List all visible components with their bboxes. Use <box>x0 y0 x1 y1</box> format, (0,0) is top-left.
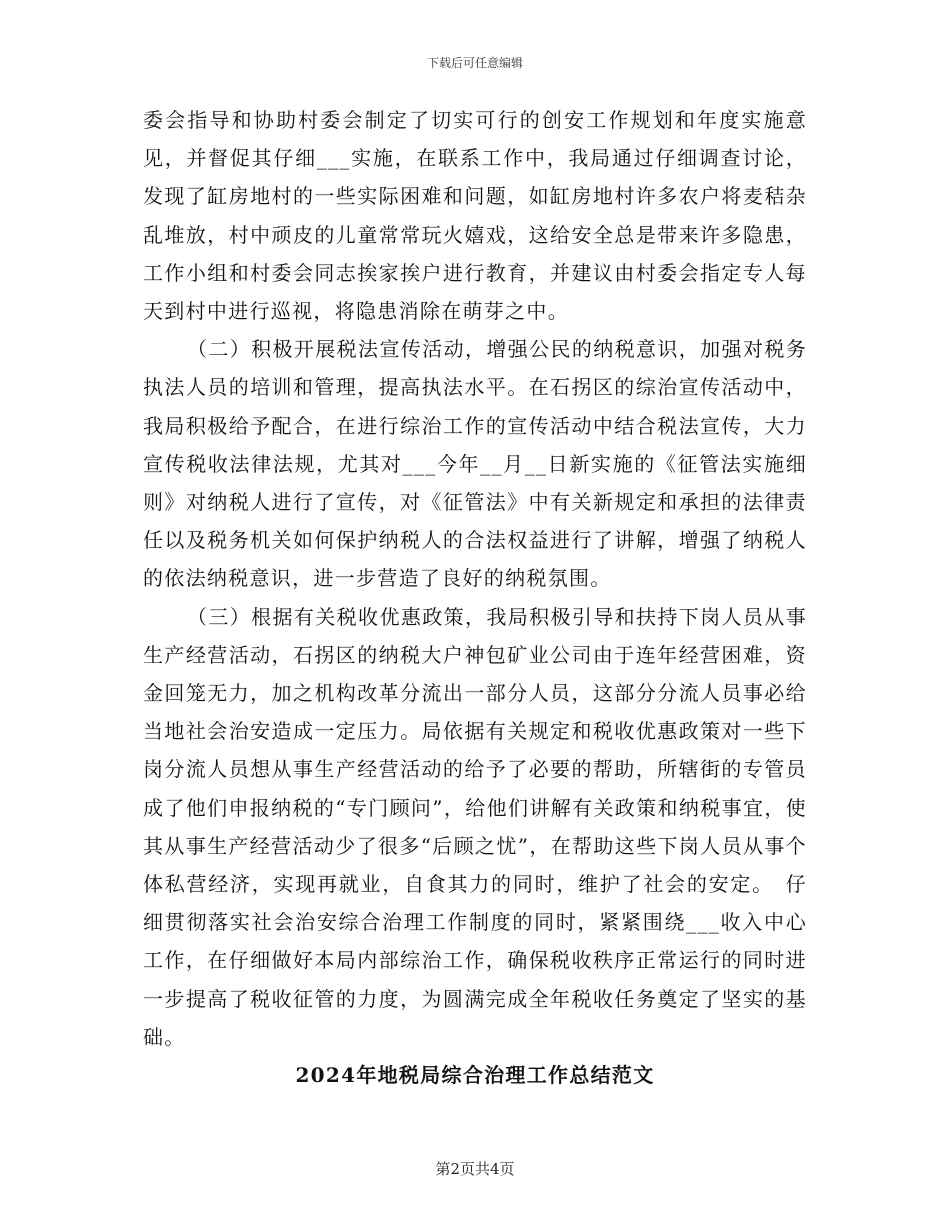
section-title: 2024年地税局综合治理工作总结范文 <box>295 1063 655 1088</box>
paragraph-continuation: 委会指导和协助村委会制定了切实可行的创安工作规划和年度实施意见，并督促其仔细___实施，在联系工作中，我局通过仔细调查讨论，发现了缸房地村的一些实际困难和问题，如缸房地村许多农户将麦秸杂乱堆放，村中顽皮的儿童常常玩火嬉戏，这给安全总是带来许多隐患，工作小组和村委会同志挨家挨户进行教育，并建议由村委会指定专人每天到村中进行巡视，将隐患消除在萌芽之中。 <box>143 108 807 324</box>
paragraph-tax-incentives: （三）根据有关税收优惠政策，我局积极引导和扶持下岗人员从事生产经营活动，石拐区的纳税大户神包矿业公司由于连年经营困难，资金回笼无力，加之机构改革分流出一部分人员，这部分分流人员事必给当地社会治安造成一定压力。局依据有关规定和税收优惠政策对一些下岗分流人员想从事生产经营活动的给予了必要的帮助，所辖街的专管员成了他们申报纳税的“专门顾问”，给他们讲解有关政策和纳税事宜，使其从事生产经营活动少了很多“后顾之忧”，在帮助这些下岗人员从事个体私营经济，实现再就业，自食其力的同时，维护了社会的安定。 仔细贯彻落实社会治安综合治理工作制度的同时，紧紧围绕___收入中心工作，在仔细做好本局内部综治工作，确保税收秩序正常运行的同时进一步提高了税收征管的力度，为圆满完成全年税收任务奠定了坚实的基础。 <box>143 604 807 1049</box>
document-body <box>143 101 807 1094</box>
paragraph-tax-publicity: （二）积极开展税法宣传活动，增强公民的纳税意识，加强对税务执法人员的培训和管理，提高执法水平。在石拐区的综治宣传活动中，我局积极给予配合，在进行综治工作的宣传活动中结合税法宣传，大力宣传税收法律法规，尤其对___今年__月__日新实施的《征管法实施细则》对纳税人进行了宣传，对《征管法》中有关新规定和承担的法律责任以及税务机关如何保护纳税人的合法权益进行了讲解，增强了纳税人的依法纳税意识，进一步营造了良好的纳税氛围。 <box>143 337 807 591</box>
page-number: 第2页共4页 <box>435 1160 515 1178</box>
page-header-note: 下载后可任意编辑 <box>426 56 523 70</box>
